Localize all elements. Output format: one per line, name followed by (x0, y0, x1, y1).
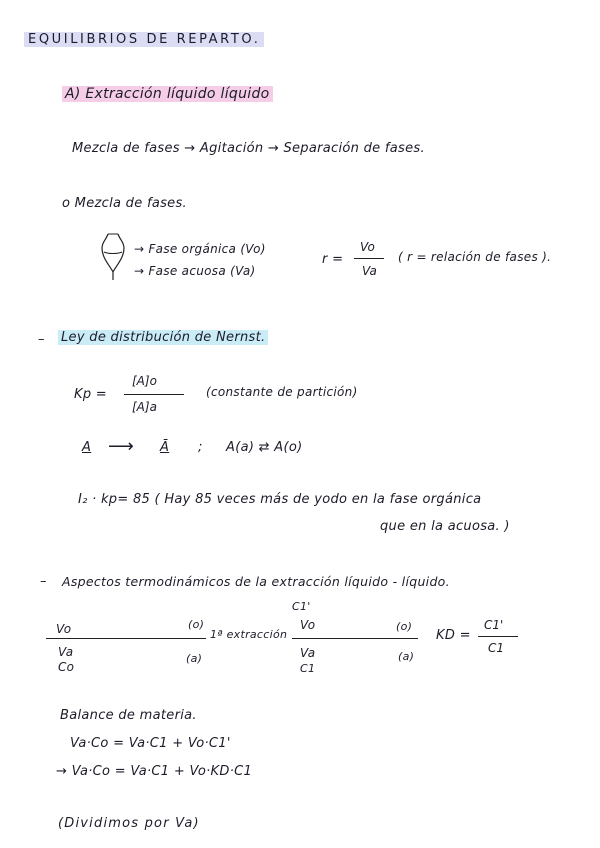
eq-separator: ; (198, 440, 203, 455)
c1-prime-top: C1' (292, 600, 311, 613)
nernst-dash: – (38, 332, 45, 347)
r-equals: r = (322, 252, 344, 267)
aspects-dash: – (40, 574, 47, 589)
kp-note: (constante de partición) (206, 385, 358, 399)
balance-equation-1: Va·Co = Va·C1 + Vo·C1' (70, 736, 231, 751)
right-va: Va (300, 646, 316, 660)
right-c1: C1 (300, 662, 316, 675)
r-note: ( r = relación de fases ). (398, 250, 552, 264)
kp-denominator: [A]a (132, 400, 157, 414)
section-a-heading: A) Extracción líquido líquido (62, 86, 273, 102)
r-fraction-line (354, 258, 384, 259)
nernst-heading: Ley de distribución de Nernst. (58, 330, 268, 345)
kd-label: KD = (436, 628, 471, 643)
left-vo: Vo (56, 622, 72, 636)
iodine-line-1: I₂ · kp= 85 ( Hay 85 veces más de yodo en la fase orgánica (78, 492, 482, 507)
eq-arrow: ⟶ (108, 436, 135, 457)
left-va: Va (58, 645, 74, 659)
divide-note: (Dividimos por Va) (58, 816, 200, 831)
r-numerator: Vo (360, 240, 375, 254)
r-denominator: Va (362, 264, 377, 278)
right-aqueous-tag: (a) (398, 650, 415, 663)
eq-abar: Ā (160, 440, 170, 455)
iodine-line-2: que en la acuosa. ) (380, 519, 510, 534)
kp-label: Kp = (74, 387, 108, 402)
process-steps: Mezcla de fases → Agitación → Separación de fases. (72, 141, 425, 156)
balance-title: Balance de materia. (60, 708, 197, 723)
kd-denominator: C1 (488, 641, 505, 655)
fase-acuosa-label: → Fase acuosa (Va) (134, 264, 256, 278)
right-interface-line (292, 638, 418, 639)
separatory-funnel-icon (96, 232, 130, 282)
kp-numerator: [A]o (132, 374, 157, 388)
fase-organica-label: → Fase orgánica (Vo) (134, 242, 266, 256)
balance-equation-2: → Va·Co = Va·C1 + Vo·KD·C1 (56, 764, 253, 779)
kd-numerator: C1' (484, 618, 504, 632)
mezcla-heading: o Mezcla de fases. (62, 196, 187, 211)
kp-fraction-line (124, 394, 184, 395)
first-extraction-label: 1ª extracción (210, 628, 288, 641)
kd-fraction-line (478, 636, 518, 637)
left-co: Co (58, 660, 75, 674)
right-organic-tag: (o) (396, 620, 413, 633)
left-organic-tag: (o) (188, 618, 205, 631)
aspects-heading: Aspectos termodinámicos de la extracción líquido - líquido. (62, 574, 450, 589)
eq-equilibrium: A(a) ⇄ A(o) (226, 440, 303, 455)
left-aqueous-tag: (a) (186, 652, 203, 665)
page-title: EQUILIBRIOS DE REPARTO. (24, 32, 264, 47)
right-vo: Vo (300, 618, 316, 632)
left-interface-line (46, 638, 206, 639)
eq-a: A (82, 440, 92, 455)
